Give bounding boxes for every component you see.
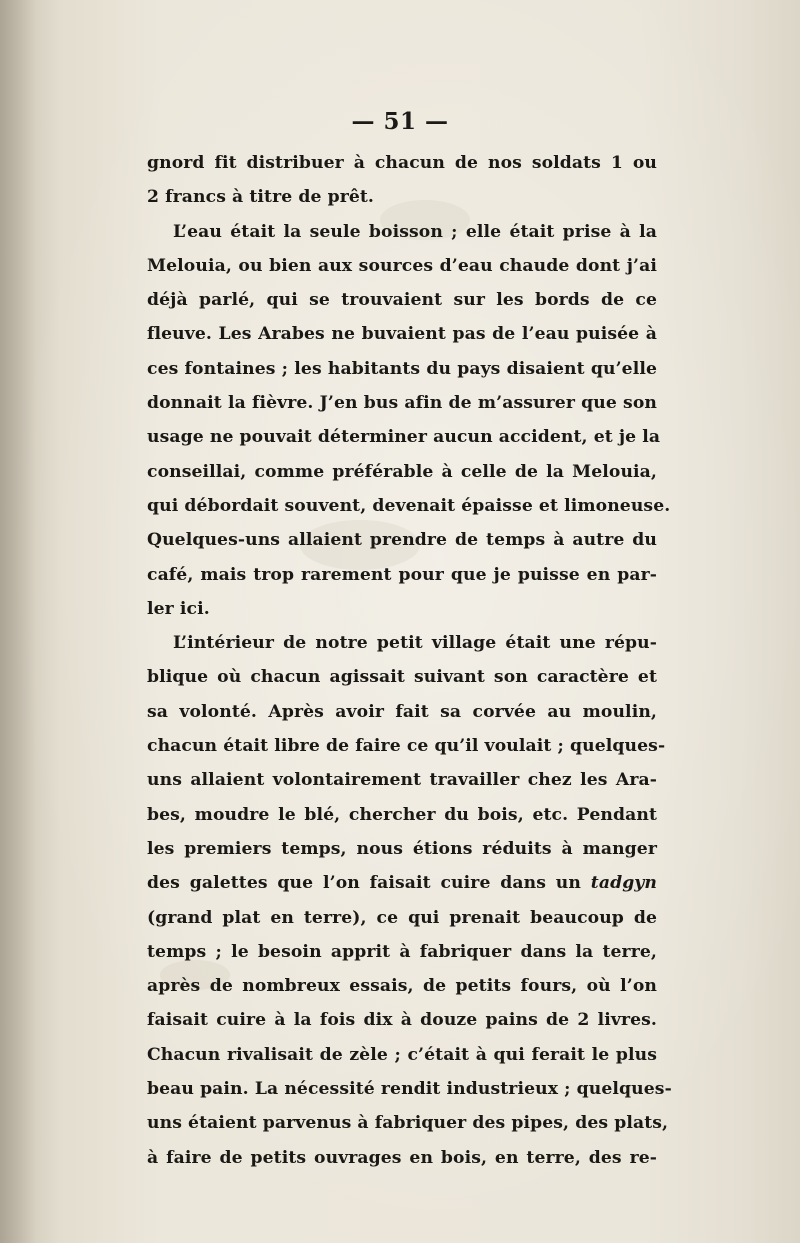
text-line: uns allaient volontairement travailler chez les Ara- — [147, 770, 657, 791]
text-line: café, mais trop rarement pour que je puisse en par- — [147, 564, 657, 585]
text-line: usage ne pouvait déterminer aucun accident, et je la — [147, 427, 661, 448]
text-line: L’eau était la seule boisson ; elle était prise à la — [173, 221, 657, 242]
text-line: à faire de petits ouvrages en bois, en terre, des re- — [147, 1147, 657, 1168]
text-line: temps ; le besoin apprit à fabriquer dans la terre, — [147, 941, 657, 962]
text-line: gnord fit distribuer à chacun de nos soldats 1 ou — [147, 153, 657, 173]
text-line: Quelques-uns allaient prendre de temps à autre du — [147, 530, 657, 551]
text-line: 2 francs à titre de prêt. — [147, 187, 375, 208]
page-number-header: — 51 — — [351, 108, 449, 135]
text-line: blique où chacun agissait suivant son caractère et — [147, 667, 657, 688]
text-line: Chacun rivalisait de zèle ; c’était à qui ferait le plus — [147, 1044, 657, 1065]
text-line: après de nombreux essais, de petits fours, où l’on — [147, 976, 657, 997]
text-line: qui débordait souvent, devenait épaisse et limoneuse. — [147, 495, 671, 516]
text-line: conseillai, comme préférable à celle de la Melouia, — [147, 461, 657, 482]
body-text — [147, 146, 672, 1175]
text-line: ler ici. — [147, 598, 210, 619]
text-line: uns étaient parvenus à fabriquer des pipes, des plats, — [147, 1113, 669, 1134]
text-line: les premiers temps, nous étions réduits à manger — [147, 838, 657, 859]
text-line: beau pain. La nécessité rendit industrieux ; quelques- — [147, 1079, 672, 1100]
text-line: faisait cuire à la fois dix à douze pains de 2 livres. — [147, 1010, 657, 1031]
text-line: Melouia, ou bien aux sources d’eau chaude dont j’ai — [147, 255, 657, 276]
text-line: bes, moudre le blé, chercher du bois, etc. Pendant — [147, 804, 657, 825]
italic-word: tadgyn — [590, 873, 657, 894]
text-line: des galettes que l’on faisait cuire dans un tadgyn — [147, 873, 657, 894]
text-line: L’intérieur de notre petit village était une répu- — [173, 633, 657, 654]
text-line: donnait la fièvre. J’en bus afin de m’assurer que son — [147, 393, 657, 414]
text-line: (grand plat en terre), ce qui prenait beaucoup de — [147, 907, 657, 928]
text-line: sa volonté. Après avoir fait sa corvée au moulin, — [147, 701, 657, 722]
text-line: chacun était libre de faire ce qu’il voulait ; quelques- — [147, 736, 666, 757]
text-line: fleuve. Les Arabes ne buvaient pas de l’eau puisée à — [147, 324, 657, 345]
text-line: déjà parlé, qui se trouvaient sur les bords de ce — [147, 290, 657, 311]
text-line: ces fontaines ; les habitants du pays disaient qu’elle — [147, 358, 657, 379]
